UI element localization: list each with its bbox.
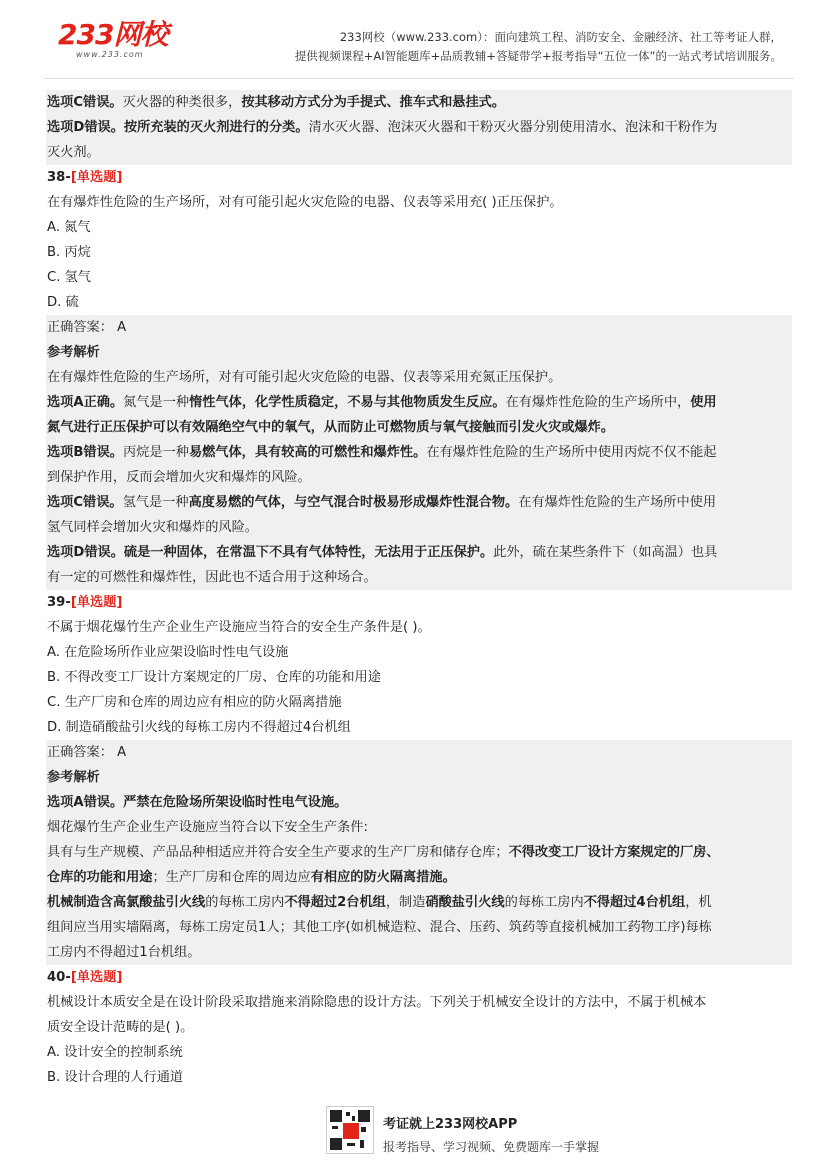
q37-option-d-analysis-cont: 灭火剂。: [46, 140, 792, 165]
q38-option-d[interactable]: D. 硫: [47, 295, 79, 310]
q38-option-d-analysis-cont: 有一定的可燃性和爆炸性，因此也不适合用于这种场合。: [46, 565, 792, 590]
text: 的每栋工房内: [205, 895, 285, 910]
bold-text: 硫是一种固体，在常温下不具有气体特性，无法用于正压保护。: [123, 545, 494, 560]
q38-option-c-analysis-cont: 氢气同样会增加火灾和爆炸的风险。: [46, 515, 792, 540]
text: ；生产厂房和仓库的周边应: [152, 870, 311, 885]
q39-analysis-p2: [46, 840, 792, 865]
q39-analysis-p3: [46, 890, 792, 915]
text: 丙烷是一种: [123, 445, 189, 460]
header-divider: [44, 78, 794, 79]
logo-url: www.233.com: [76, 50, 144, 59]
q38-option-b-analysis: [46, 440, 792, 465]
q37-option-c-analysis: [46, 90, 792, 115]
bold-text: 易燃气体，具有较高的可燃性和爆炸性。: [188, 445, 427, 460]
q38-option-c-analysis: [46, 490, 792, 515]
label: 选项D错误。: [47, 545, 124, 560]
label: 选项D错误。: [47, 120, 124, 135]
q40-stem: 机械设计本质安全是在设计阶段采取措施来消除隐患的设计方法。下列关于机械安全设计的方法中，不属于机械本: [47, 995, 707, 1010]
bold-text: 高度易燃的气体，与空气混合时极易形成爆炸性混合物。: [188, 495, 519, 510]
header-description: [295, 28, 782, 66]
q40-stem-cont: 质安全设计范畴的是( )。: [47, 1020, 194, 1035]
page-footer: [0, 1104, 830, 1174]
q37-option-d-analysis: [46, 115, 792, 140]
brand-logo[interactable]: [58, 20, 167, 59]
header-line-1: 233网校（www.233.com）：面向建筑工程、消防安全、金融经济、社工等考证人群，: [339, 30, 782, 44]
text: ，机: [685, 895, 712, 910]
q39-option-a[interactable]: A. 在危险场所作业应架设临时性电气设施: [47, 645, 289, 660]
question-number: 38-: [47, 170, 71, 185]
bold-text: 硝酸盐引火线: [425, 895, 505, 910]
title: 参考解析: [47, 345, 100, 360]
q39-heading: [46, 590, 792, 615]
text: 氢气是一种: [122, 495, 189, 510]
question-type-tag: [单选题]: [70, 595, 123, 610]
bold-text: 按所充装的灭火剂进行的分类。: [123, 120, 309, 135]
bold-text: 不得改变工厂设计方案规定的厂房、: [508, 845, 720, 860]
label: 选项A正确。: [47, 395, 124, 410]
question-type-tag: [单选题]: [70, 970, 123, 985]
bold-text: 仓库的功能和用途: [47, 870, 153, 885]
q39-analysis-p1: 烟花爆竹生产企业生产设施应当符合以下安全生产条件:: [46, 815, 792, 840]
header-line-2: 提供视频课程+AI智能题库+品质教辅+答疑带学+报考指导“五位一体”的一站式考试培训服务。: [294, 49, 782, 63]
q38-analysis-intro: 在有爆炸性危险的生产场所，对有可能引起火灾危险的电器、仪表等采用充氮正压保护。: [46, 365, 792, 390]
bold-text: 不得超过2台机组: [284, 895, 386, 910]
q38-option-b[interactable]: B. 丙烷: [47, 245, 91, 260]
footer-subtitle: 报考指导、学习视频、免费题库一手掌握: [383, 1140, 600, 1154]
q38-option-a[interactable]: A. 氮气: [47, 220, 91, 235]
text: 氮气是一种: [123, 395, 190, 410]
bold-text: 不得超过4台机组: [583, 895, 686, 910]
q38-option-c[interactable]: C. 氢气: [47, 270, 91, 285]
q39-option-c[interactable]: C. 生产厂房和仓库的周边应有相应的防火隔离措施: [47, 695, 342, 710]
q39-analysis-p3-cont2: 工房内不得超过1台机组。: [46, 940, 792, 965]
q40-heading: [46, 965, 792, 990]
q40-option-a[interactable]: A. 设计安全的控制系统: [47, 1045, 183, 1060]
text: 的每栋工房内: [504, 895, 584, 910]
qr-code-icon[interactable]: [326, 1106, 374, 1154]
q39-answer: 正确答案： A: [46, 740, 792, 765]
label: 选项C错误。: [47, 495, 123, 510]
q40-option-b[interactable]: B. 设计合理的人行通道: [47, 1070, 184, 1085]
text: 在有爆炸性危险的生产场所中，: [505, 395, 691, 410]
text: ，制造: [385, 895, 426, 910]
text: 此外，硫在某些条件下（如高温）也具: [493, 545, 718, 560]
question-number: 40-: [47, 970, 71, 985]
q39-analysis-p3-cont: 组间应当用实墙隔离，每栋工房定员1人；其他工序(如机械造粒、混合、压药、筑药等直接机械加工药物工序)每栋: [46, 915, 792, 940]
q38-option-b-analysis-cont: 到保护作用，反而会增加火灾和爆炸的风险。: [46, 465, 792, 490]
q39-analysis-p2-cont: [46, 865, 792, 890]
page-header: [0, 0, 830, 80]
q39-stem: 不属于烟花爆竹生产企业生产设施应当符合的安全生产条件是( )。: [47, 620, 431, 635]
bold-text: 惰性气体，化学性质稳定，不易与其他物质发生反应。: [189, 395, 506, 410]
bold-text: 按其移动方式分为手提式、推车式和悬挂式。: [241, 95, 506, 110]
q38-analysis-title: [46, 340, 792, 365]
q38-heading: [46, 165, 792, 190]
q38-option-d-analysis: [46, 540, 792, 565]
label: 选项B错误。: [47, 445, 123, 460]
question-type-tag: [单选题]: [70, 170, 123, 185]
q38-answer: 正确答案： A: [46, 315, 792, 340]
q39-option-d[interactable]: D. 制造硝酸盐引火线的每栋工房内不得超过4台机组: [47, 720, 351, 735]
q39-option-a-analysis: [46, 790, 792, 815]
q38-stem: 在有爆炸性危险的生产场所，对有可能引起火灾危险的电器、仪表等采用充( )正压保护。: [47, 195, 563, 210]
q39-analysis-title: [46, 765, 792, 790]
q38-option-a-analysis-cont: [46, 415, 792, 440]
logo-text: 233网校: [58, 18, 168, 51]
text: 清水灭火器、泡沫灭火器和干粉灭火器分别使用清水、泡沫和干粉作为: [308, 120, 718, 135]
text: 在有爆炸性危险的生产场所中使用: [518, 495, 717, 510]
text: 具有与生产规模、产品品种相适应并符合安全生产要求的生产厂房和储存仓库；: [47, 845, 509, 860]
q39-option-b[interactable]: B. 不得改变工厂设计方案规定的厂房、仓库的功能和用途: [47, 670, 381, 685]
footer-title[interactable]: 考证就上233网校APP: [383, 1117, 518, 1132]
bold-text: 选项A错误。严禁在危险场所架设临时性电气设施。: [47, 795, 348, 810]
question-number: 39-: [47, 595, 71, 610]
bold-text: 使用: [690, 395, 717, 410]
text: 灭火器的种类很多，: [122, 95, 242, 110]
app-logo-icon: [342, 1122, 360, 1140]
bold-text: 有相应的防火隔离措施。: [310, 870, 456, 885]
title: 参考解析: [47, 770, 100, 785]
bold-text: 机械制造含高氯酸盐引火线: [47, 895, 206, 910]
text: 在有爆炸性危险的生产场所中使用丙烷不仅不能起: [426, 445, 717, 460]
label: 选项C错误。: [47, 95, 123, 110]
document-content: [46, 90, 792, 1090]
q38-option-a-analysis: [46, 390, 792, 415]
bold-text: 氮气进行正压保护可以有效隔绝空气中的氧气，从而防止可燃物质与氧气接触而引发火灾或爆炸。: [47, 420, 615, 435]
